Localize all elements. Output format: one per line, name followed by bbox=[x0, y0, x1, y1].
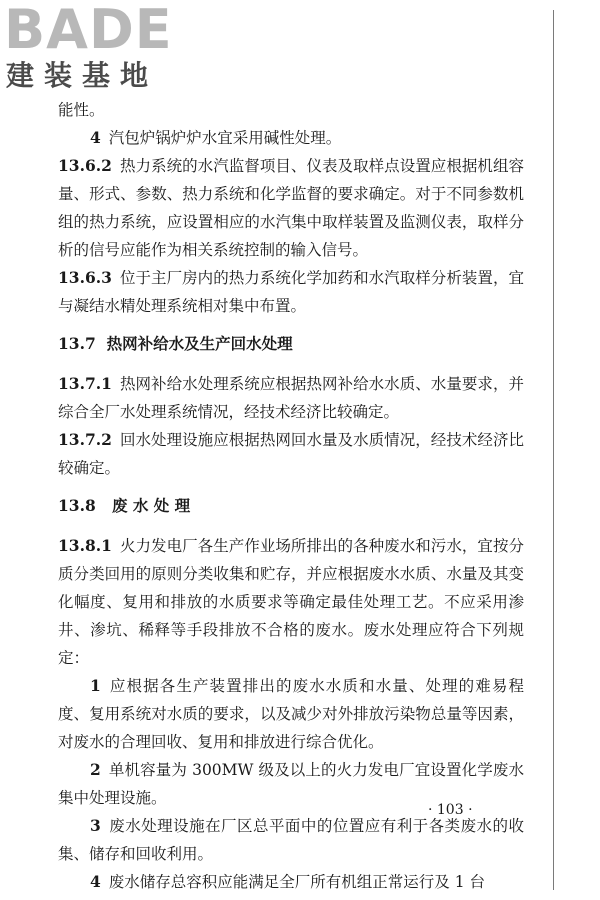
logo-subtitle: 建装基地 bbox=[6, 59, 159, 92]
list-item-4: 4 废水储存总容积应能满足全厂所有机组正常运行及 1 台 bbox=[90, 872, 486, 891]
clause-13-8-1: 13.8.1 火力发电厂各生产作业场所排出的各种废水和污水，宜按分质分类回用的原则分类收集和贮存，并应根据废水水质、水量及其变化幅度、复用和排放的水质要求等确定最佳处理工艺。不应采用渗井、渗坑、稀释等手段排放不合格的废水。废水处理应符合下列规定： bbox=[58, 536, 524, 667]
section-title-13-7: 13.7 热网补给水及生产回水处理 bbox=[58, 334, 293, 353]
clause-13-7-2: 13.7.2 回水处理设施应根据热网回水量及水质情况，经技术经济比较确定。 bbox=[58, 430, 524, 477]
page-number: · 103 · bbox=[428, 802, 473, 818]
clause-13-6-2: 13.6.2 热力系统的水汽监督项目、仪表及取样点设置应根据机组容量、形式、参数、热力系统和化学监督的要求确定。对于不同参数机组的热力系统，应设置相应的水汽集中取样装置及监测仪表，取样分析的信号应能作为相关系统控制的输入信号。 bbox=[58, 156, 524, 259]
paragraph-continued: 能性。 bbox=[58, 101, 105, 119]
bade-logo bbox=[4, 2, 184, 94]
clause-13-7-1: 13.7.1 热网补给水处理系统应根据热网补给水水质、水量要求，并综合全厂水处理系统情况，经技术经济比较确定。 bbox=[58, 374, 524, 421]
list-item-2: 2 单机容量为 300MW 级及以上的火力发电厂宜设置化学废水集中处理设施。 bbox=[58, 760, 524, 807]
list-item-1: 1 应根据各生产装置排出的废水水质和水量、处理的难易程度、复用系统对水质的要求，以及减少对外排放污染物总量等因素，对废水的合理回收、复用和排放进行综合优化。 bbox=[58, 676, 524, 751]
logo-brand: BADE bbox=[4, 0, 173, 61]
page-edge-line bbox=[553, 10, 554, 890]
document-body bbox=[58, 96, 524, 896]
list-item-3: 3 废水处理设施在厂区总平面中的位置应有利于各类废水的收集、储存和回收利用。 bbox=[58, 816, 524, 863]
section-title-13-8: 13.8 废 水 处 理 bbox=[58, 496, 191, 515]
list-item-4-previous: 4 汽包炉锅炉炉水宜采用碱性处理。 bbox=[90, 128, 342, 147]
clause-13-6-3: 13.6.3 位于主厂房内的热力系统化学加药和水汽取样分析装置，宜与凝结水精处理系统相对集中布置。 bbox=[58, 268, 524, 315]
